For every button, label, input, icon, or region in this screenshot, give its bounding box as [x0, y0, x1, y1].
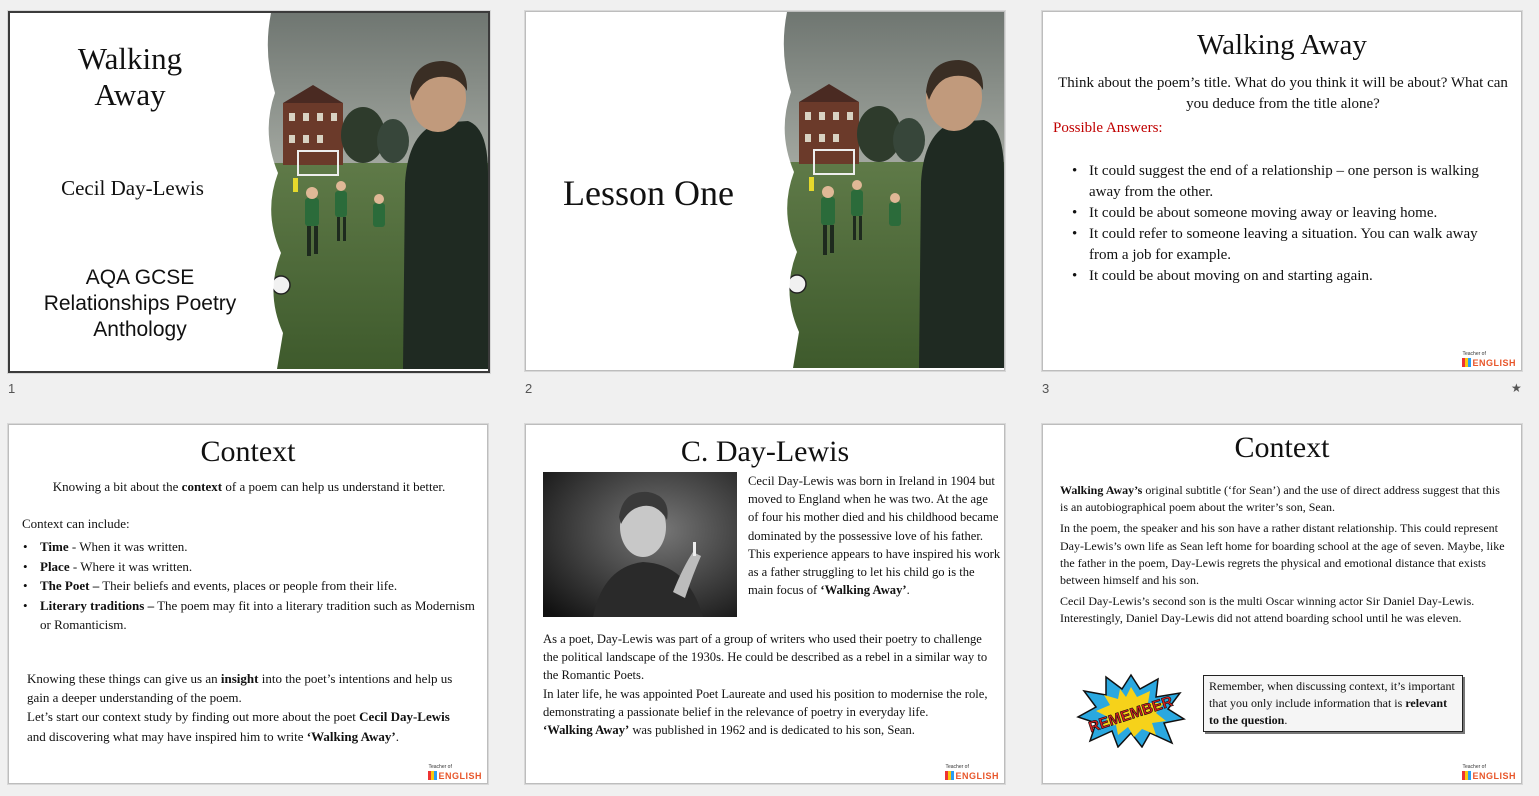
father-watching-football-photo: [253, 13, 488, 369]
teacher-of-english-logo: Teacher of ENGLISH: [1462, 764, 1516, 781]
teacher-of-english-logo: Teacher of ENGLISH: [428, 764, 482, 781]
list-item: • It could refer to someone leaving a situation. You can walk away from a job for example.: [1089, 224, 1489, 266]
slide-thumbnail-6[interactable]: [1042, 424, 1522, 784]
svg-text:REMEMBER: REMEMBER: [1086, 692, 1176, 737]
context-intro: Knowing a bit about the context of a poem can help us understand it better.: [52, 479, 446, 494]
slide-prompt: Think about the poem’s title. What do you think it will be about? What can you deduce from the title alone?: [1058, 75, 1508, 112]
slide-author: Cecil Day-Lewis: [61, 176, 204, 200]
context-can-include: Context can include:: [22, 516, 130, 531]
slide-number-3: 3: [1042, 381, 1050, 396]
remember-burst-icon: [1076, 673, 1186, 748]
paragraph: ‘Walking Away’ was published in 1962 and is dedicated to his son, Sean.: [543, 723, 915, 738]
slide-title: Walking Away: [77, 41, 183, 112]
context-paragraphs: [1060, 482, 1505, 628]
paragraph: Cecil Day-Lewis’s second son is the multi Oscar winning actor Sir Daniel Day-Lewis. Interestingly, Daniel Day-Lewis did not attend boarding school until he was eleven.: [1060, 594, 1475, 626]
slide-number-1: 1: [8, 381, 16, 396]
list-item: • It could be about moving on and starting again.: [1089, 266, 1489, 287]
poet-paragraphs: [543, 630, 993, 739]
context-list: [40, 537, 480, 635]
list-item: • It could suggest the end of a relationship – one person is walking away from the other.: [1089, 161, 1489, 203]
cecil-day-lewis-portrait: [543, 472, 737, 617]
list-item: • Literary traditions – The poem may fit into a literary tradition such as Modernism or Romanticism.: [40, 596, 480, 635]
slide-thumbnail-1[interactable]: [8, 11, 490, 373]
slide-title: C. Day-Lewis: [680, 435, 850, 468]
father-watching-football-photo: [769, 12, 1004, 368]
slide-heading: Lesson One: [563, 173, 734, 213]
slide-subtitle: AQA GCSE Relationships Poetry Anthology: [43, 266, 237, 341]
slide-number-2: 2: [525, 381, 533, 396]
slide-thumbnail-2[interactable]: [525, 11, 1005, 371]
paragraph: As a poet, Day-Lewis was part of a group of writers who used their poetry to challenge the political landscape of the 1930s. He could be described as a rebel in a similar way to the Romantic Poets.: [543, 632, 988, 683]
slide-thumbnail-4[interactable]: [8, 424, 488, 784]
answers-list: [1089, 161, 1489, 287]
paragraph: Walking Away’s original subtitle (‘for Sean’) and the use of direct address suggest that this is an autobiographical poem about the writer’s son, Sean.: [1060, 483, 1500, 515]
teacher-of-english-logo: Teacher of ENGLISH: [1462, 351, 1516, 368]
slide-thumbnail-3[interactable]: [1042, 11, 1522, 371]
paragraph: In the poem, the speaker and his son have a rather distant relationship. This could represent Day-Lewis’s own life as Sean left home for boarding school at the age of seven. Maybe, like the father in the poem, Day-Lewis regrets the physical and emotional distance that exists between himself and his son.: [1060, 521, 1505, 588]
remember-note: Remember, when discussing context, it’s important that you only include information that is relevant to the question.: [1203, 675, 1463, 732]
slide-title: Context: [200, 435, 296, 468]
slide-thumbnail-5[interactable]: [525, 424, 1005, 784]
possible-answers-label: Possible Answers:: [1053, 120, 1163, 136]
slide-title: Context: [1234, 431, 1330, 464]
list-item: • The Poet – Their beliefs and events, places or people from their life.: [40, 576, 480, 596]
bio-paragraph: Cecil Day-Lewis was born in Ireland in 1904 but moved to England when he was two. At the age of four his mother died and his childhood became dominated by the possessive love of his father. This experience appears to have inspired his work as a father struggling to let his child go is the main focus of ‘Walking Away’.: [748, 474, 1001, 598]
slide-title: Walking Away: [1197, 29, 1367, 61]
teacher-of-english-logo: Teacher of ENGLISH: [945, 764, 999, 781]
star-icon[interactable]: ★: [1511, 381, 1522, 395]
paragraph: In later life, he was appointed Poet Laureate and used his position to modernise the role, demonstrating a passionate belief in the relevance of poetry in everyday life.: [543, 686, 988, 719]
list-item: • Time - When it was written.: [40, 537, 480, 557]
context-paragraph: Knowing these things can give us an insight into the poet’s intentions and help us gain a deeper understanding of the poem. Let’s start our context study by finding out more about the poet Cecil Day-Lewis and discovering what may have inspired him to write ‘Walking Away’.: [27, 671, 453, 744]
list-item: • It could be about someone moving away or leaving home.: [1089, 203, 1489, 224]
list-item: • Place - Where it was written.: [40, 557, 480, 577]
